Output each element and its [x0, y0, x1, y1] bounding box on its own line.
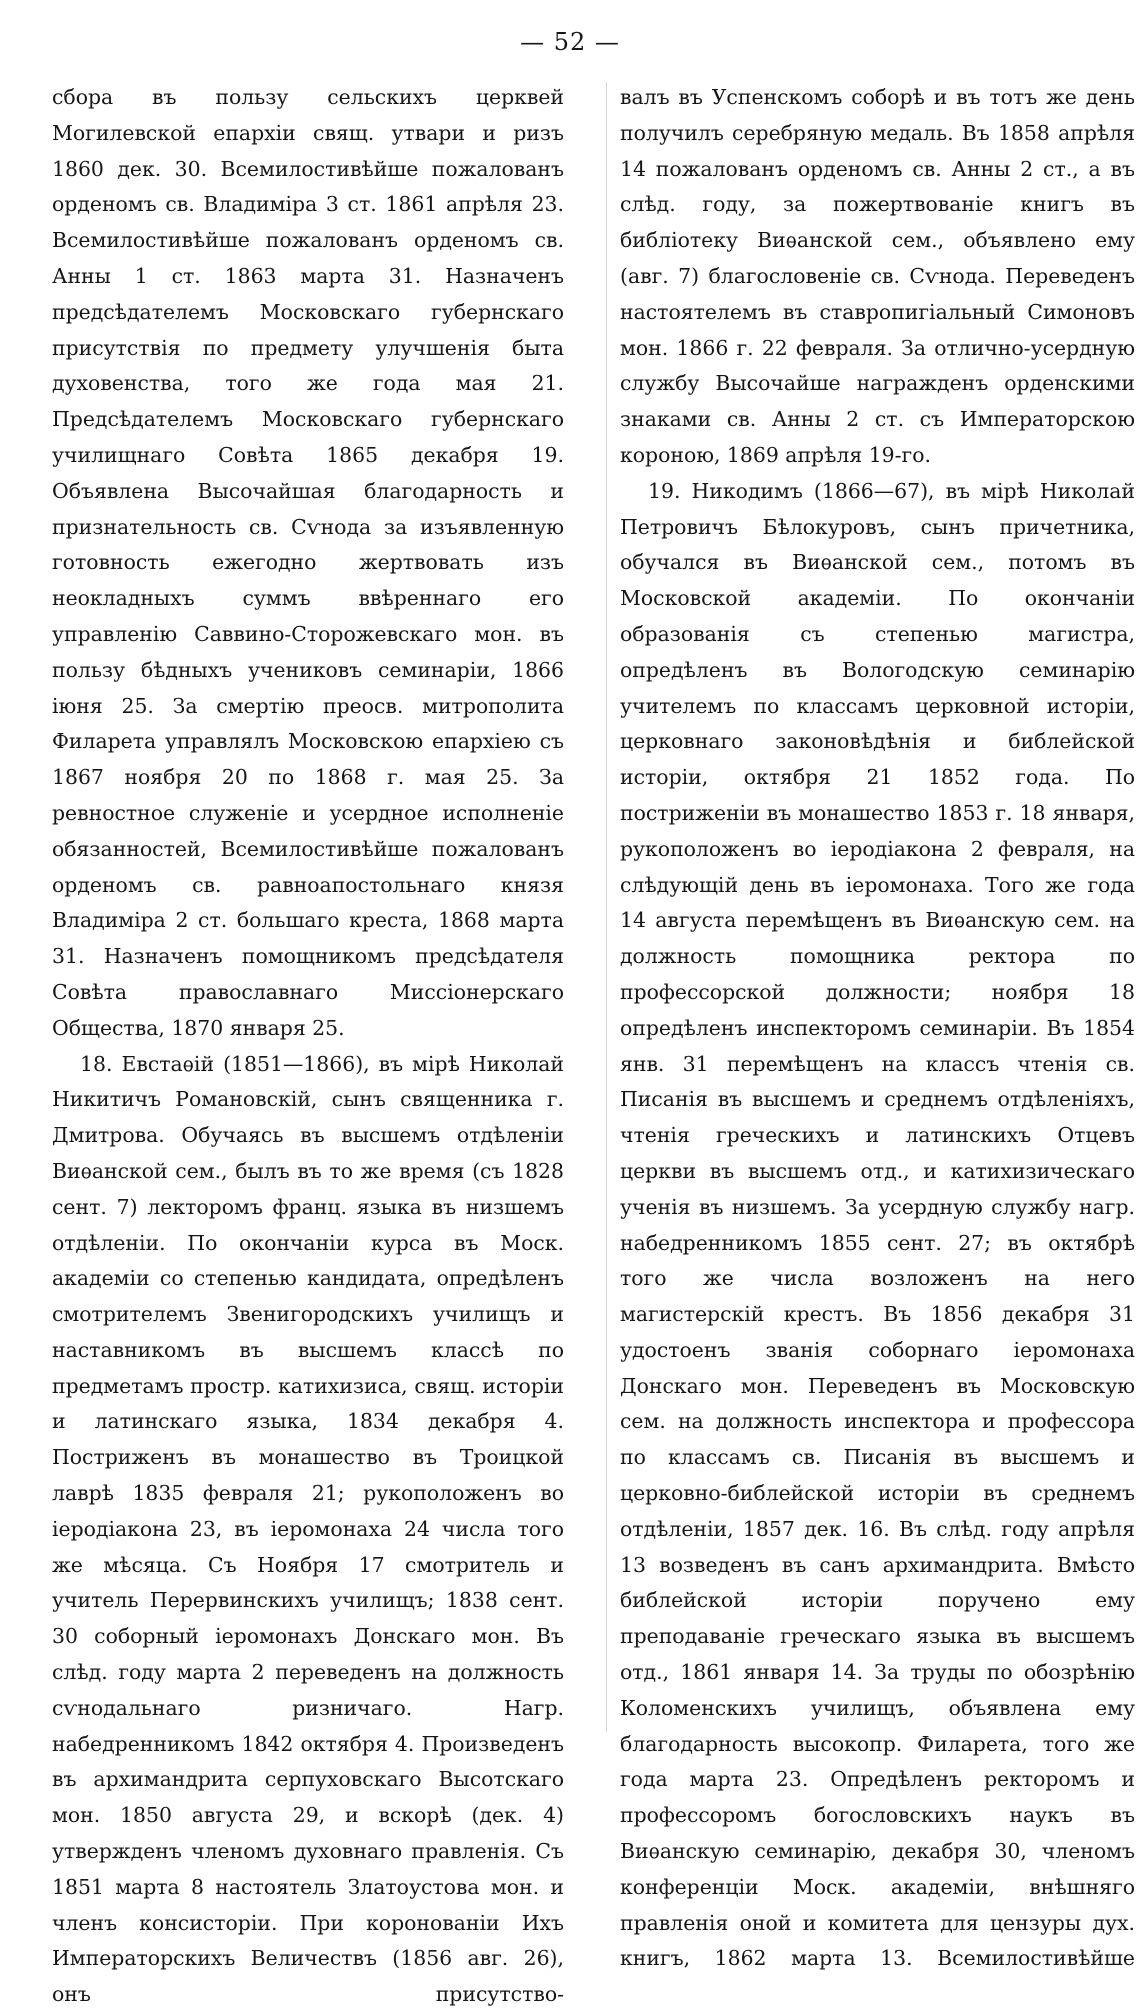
left-column — [52, 80, 564, 2013]
column-divider — [606, 82, 607, 1732]
paragraph-entry-19: 19. Никодимъ (1866—67), въ мірѣ Николай Петровичъ Бѣлокуровъ, сынъ причетника, обучался въ Виѳанской сем., потомъ въ Московской академіи. По окончаніи образованія съ степенью магистра, опредѣленъ въ Вологодскую семинарію учителемъ по классамъ церковной исторіи, церковнаго законовѣдѣнія и библейской исторіи, октября 21 1852 года. По постриженіи въ монашество 1853 г. 18 января, рукоположенъ во іеродіакона 2 февраля, на слѣдующій день въ іеромонаха. Того же года 14 августа перемѣщенъ въ Виѳанскую сем. на должность помощника ректора по профессорской должности; ноября 18 опредѣленъ инспекторомъ семинаріи. Въ 1854 янв. 31 перемѣщенъ на классъ чтенія св. Писанія въ высшемъ и среднемъ отдѣленіяхъ, чтенія греческихъ и латинскихъ Отцевъ церкви въ высшемъ отд., и катихизическаго ученія въ низшемъ. За усердную службу нагр. набедренникомъ 1855 сент. 27; въ октябрѣ того же числа возложенъ на него магистерскій крестъ. Въ 1856 декабря 31 удостоенъ званія соборнаго іеромонаха Донскаго мон. Переведенъ въ Московскую сем. на должность инспектора и профессора по классамъ св. Писанія въ высшемъ и церковно-библейской исторіи въ среднемъ отдѣленіи, 1857 дек. 16. Въ слѣд. году апрѣля 13 возведенъ въ санъ архимандрита. Вмѣсто библейской исторіи поручено ему преподаваніе греческаго языка въ высшемъ отд., 1861 января 14. За труды по обозрѣнію Коломенскихъ училищъ, объявлена ему благодарность высокопр. Филарета, того же года марта 23. Опредѣленъ ректоромъ и профессоромъ богословскихъ наукъ въ Виѳанскую семинарію, декабря 30, членомъ конференціи Моск. академіи, внѣшняго правленія оной и комитета для цензуры дух. книгъ, 1862 марта 13. Всемилостивѣйше — [620, 478, 1135, 1971]
paragraph-continuation-18: валъ въ Успенскомъ соборѣ и въ тотъ же день получилъ серебряную медаль. Въ 1858 апрѣля 14 пожалованъ орденомъ св. Анны 2 ст., а въ слѣд. году, за пожертвованіе книгъ въ библіотеку Виѳанской сем., объявлено ему (авг. 7) благословеніе св. Сѵнода. Переведенъ настоятелемъ въ ставропигіальный Симоновъ мон. 1866 г. 22 февраля. За отлично-усердную службу Высочайше награжденъ орденскими знаками св. Анны 2 ст. съ Императорскою короною, 1869 апрѣля 19-го. — [620, 85, 1135, 467]
right-column — [620, 80, 1135, 1977]
page-number: — 52 — — [520, 28, 620, 56]
paragraph-entry-18: 18. Евстаѳій (1851—1866), въ мірѣ Николай Никитичъ Романовскій, сынъ священника г. Дмитрова. Обучаясь въ высшемъ отдѣленіи Виѳанской сем., былъ въ то же время (съ 1828 сент. 7) лекторомъ франц. языка въ низшемъ отдѣленіи. По окончаніи курса въ Моск. академіи со степенью кандидата, опредѣленъ смотрителемъ Звенигородскихъ училищъ и наставникомъ въ высшемъ классѣ по предметамъ простр. катихизиса, свящ. исторіи и латинскаго языка, 1834 декабря 4. Постриженъ въ монашество въ Троицкой лаврѣ 1835 февраля 21; рукоположенъ во іеродіакона 23, въ іеромонаха 24 числа того же мѣсяца. Съ Ноября 17 смотритель и учитель Перервинскихъ училищъ; 1838 сент. 30 соборный іеромонахъ Донскаго мон. Въ слѣд. году марта 2 переведенъ на должность сѵнодальнаго ризничаго. Нагр. набедренникомъ 1842 октября 4. Произведенъ въ архимандрита серпуховскаго Высотскаго мон. 1850 августа 29, и вскорѣ (дек. 4) утвержденъ членомъ духовнаго правленія. Съ 1851 марта 8 настоятель Златоустова мон. и членъ консисторіи. При коронованіи Ихъ Императорскихъ Величествъ (1856 авг. 26), онъ присутство- — [52, 1051, 564, 2007]
paragraph-continuation: сбора въ пользу сельскихъ церквей Могилевской епархіи свящ. утвари и ризъ 1860 дек. 30. Всемилостивѣйше пожалованъ орденомъ св. Владиміра 3 ст. 1861 апрѣля 23. Всемилостивѣйше пожалованъ орденомъ св. Анны 1 ст. 1863 марта 31. Назначенъ предсѣдателемъ Московскаго губернскаго присутствія по предмету улучшенія быта духовенства, того же года мая 21. Предсѣдателемъ Московскаго губернскаго училищнаго Совѣта 1865 декабря 19. Объявлена Высочайшая благодарность и признательность св. Сѵнода за изъявленную готовность ежегодно жертвовать изъ неокладныхъ суммъ ввѣреннаго его управленію Саввино-Сторожевскаго мон. въ пользу бѣдныхъ учениковъ семинаріи, 1866 іюня 25. За смертію преосв. митрополита Филарета управлялъ Московскою епархіею съ 1867 ноября 20 по 1868 г. мая 25. За ревностное служеніе и усердное исполненіе обязанностей, Всемилостивѣйше пожалованъ орденомъ св. равноапостольнаго князя Владиміра 2 ст. большаго креста, 1868 марта 31. Назначенъ помощникомъ предсѣдателя Совѣта православнаго Миссіонерскаго Общества, 1870 января 25. — [52, 85, 564, 1040]
